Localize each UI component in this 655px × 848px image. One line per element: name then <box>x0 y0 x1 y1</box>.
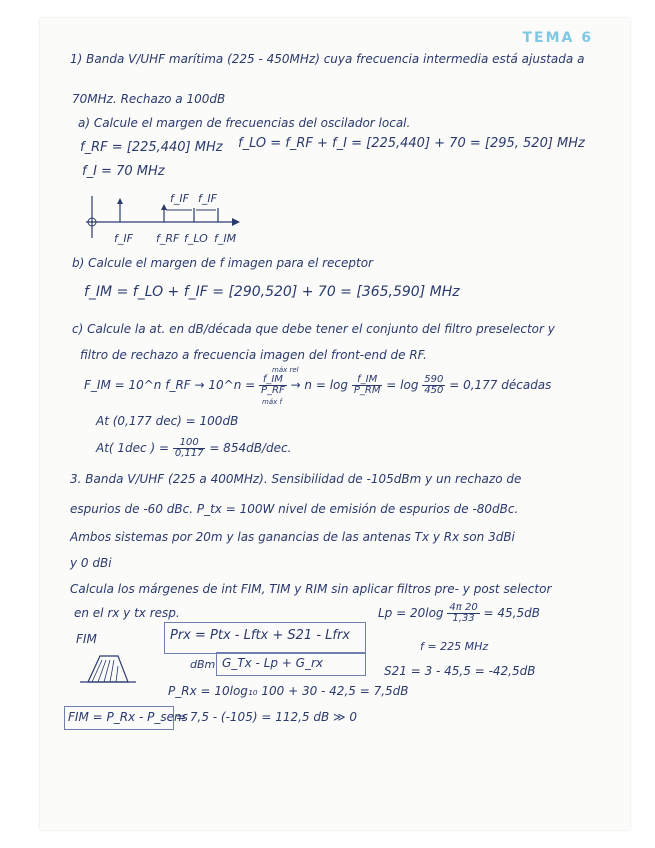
part-c-eq-mid2: = log <box>386 378 419 392</box>
fim-formula: FIM = P_Rx - P_sens <box>68 710 188 724</box>
att2-fraction <box>173 438 206 459</box>
part-a-fi: f_I = 70 MHz <box>82 164 165 179</box>
part-c-eq-result: = 0,177 décadas <box>449 378 552 392</box>
att2-result: = 854dB/dec. <box>209 441 292 455</box>
diagram-label-frf: f_RF <box>156 232 180 245</box>
gain-equation: G_Tx - Lp + G_rx <box>222 656 324 670</box>
part-c-frac1-den: P_RF <box>261 385 285 396</box>
problem1-statement-line2: 70MHz. Rechazo a 100dB <box>72 92 226 106</box>
part-c-arrow-bottom-note: máx f <box>262 398 282 406</box>
attenuation-line-2 <box>96 434 291 462</box>
spectrum-sketch-icon <box>78 652 138 686</box>
part-c-arrow-top-note: máx rel <box>272 366 299 374</box>
part-b-equation: f_IM = f_LO + f_IF = [290,520] + 70 = [365,590] MHz <box>84 284 460 300</box>
part-c-eq-mid: → n = log <box>290 378 349 392</box>
prx-unit: dBm <box>190 658 216 671</box>
lp-frequency: f = 225 MHz <box>420 640 489 653</box>
lp-lhs: Lp = 20log <box>378 606 444 620</box>
prx-equation: Prx = Ptx - Lftx + S21 - Lfrx <box>170 628 350 643</box>
lp-result: = 45,5dB <box>483 606 540 620</box>
part-c-frac3-num: 590 <box>424 374 444 385</box>
lp-num: 4π 20 <box>449 602 478 613</box>
s21-equation: S21 = 3 - 45,5 = -42,5dB <box>384 664 536 678</box>
fim-result: = 7,5 - (-105) = 112,5 dB ≫ 0 <box>176 710 358 724</box>
prx-result-equation: P_Rx = 10log₁₀ 100 + 30 - 42,5 = 7,5dB <box>168 684 409 698</box>
lp-den: 1,33 <box>452 613 475 624</box>
part-a-frf: f_RF = [225,440] MHz <box>80 140 223 155</box>
lp-fraction <box>447 603 479 624</box>
part-c-fraction-2 <box>352 375 383 396</box>
path-loss-equation <box>378 598 540 628</box>
diagram-label-fif-2: f_IF <box>198 192 217 205</box>
part-b-title: b) Calcule el margen de f imagen para el receptor <box>72 256 373 270</box>
part-c-frac2-num: f_IM <box>352 375 383 386</box>
part-c-eq-lhs: F_IM = 10^n f_RF → 10^n = <box>84 378 256 392</box>
part-c-fraction-1 <box>259 375 287 396</box>
problem3-line6: en el rx y tx resp. <box>74 606 180 620</box>
att2-den: 0,117 <box>174 448 204 459</box>
part-a-flo: f_LO = f_RF + f_I = [225,440] + 70 = [295, 520] MHz <box>238 136 585 151</box>
part-c-frac2-den: P_RM <box>353 385 381 396</box>
part-a-title: a) Calcule el margen de frecuencias del oscilador local. <box>78 116 411 130</box>
problem3-line4: y 0 dBi <box>70 556 112 570</box>
part-c-frac3-den: 450 <box>424 385 444 396</box>
diagram-label-flo: f_LO <box>184 232 208 245</box>
problem3-line2: espurios de -60 dBc. P_tx = 100W nivel de emisión de espurios de -80dBc. <box>70 502 519 516</box>
part-c-fraction-3 <box>422 375 445 396</box>
problem1-statement-line1: 1) Banda V/UHF marítima (225 - 450MHz) cuya frecuencia intermedia está ajustada a <box>70 52 585 66</box>
tema-heading: TEMA 6 <box>522 30 593 46</box>
problem3-line5: Calcula los márgenes de int FIM, TIM y RIM sin aplicar filtros pre- y post selector <box>70 582 552 596</box>
problem3-line1: 3. Banda V/UHF (225 a 400MHz). Sensibilidad de -105dBm y un rechazo de <box>70 472 522 486</box>
part-c-equation <box>84 370 551 400</box>
att2-lhs: At( 1dec ) = <box>96 441 170 455</box>
att2-num: 100 <box>173 438 206 449</box>
part-c-title-line1: c) Calcule la at. en dB/década que debe tener el conjunto del filtro preselector y <box>72 322 555 336</box>
attenuation-line-1: At (0,177 dec) = 100dB <box>96 414 239 428</box>
problem3-line3: Ambos sistemas por 20m y las ganancias de las antenas Tx y Rx son 3dBi <box>70 530 515 544</box>
part-c-frac1-num: f_IM <box>259 375 287 386</box>
fim-label: FIM <box>76 632 97 646</box>
diagram-label-fif-1: f_IF <box>170 192 189 205</box>
part-c-title-line2: filtro de rechazo a frecuencia imagen del front-end de RF. <box>80 348 427 362</box>
diagram-label-fim: f_IM <box>214 232 237 245</box>
diagram-label-fif: f_IF <box>114 232 133 245</box>
